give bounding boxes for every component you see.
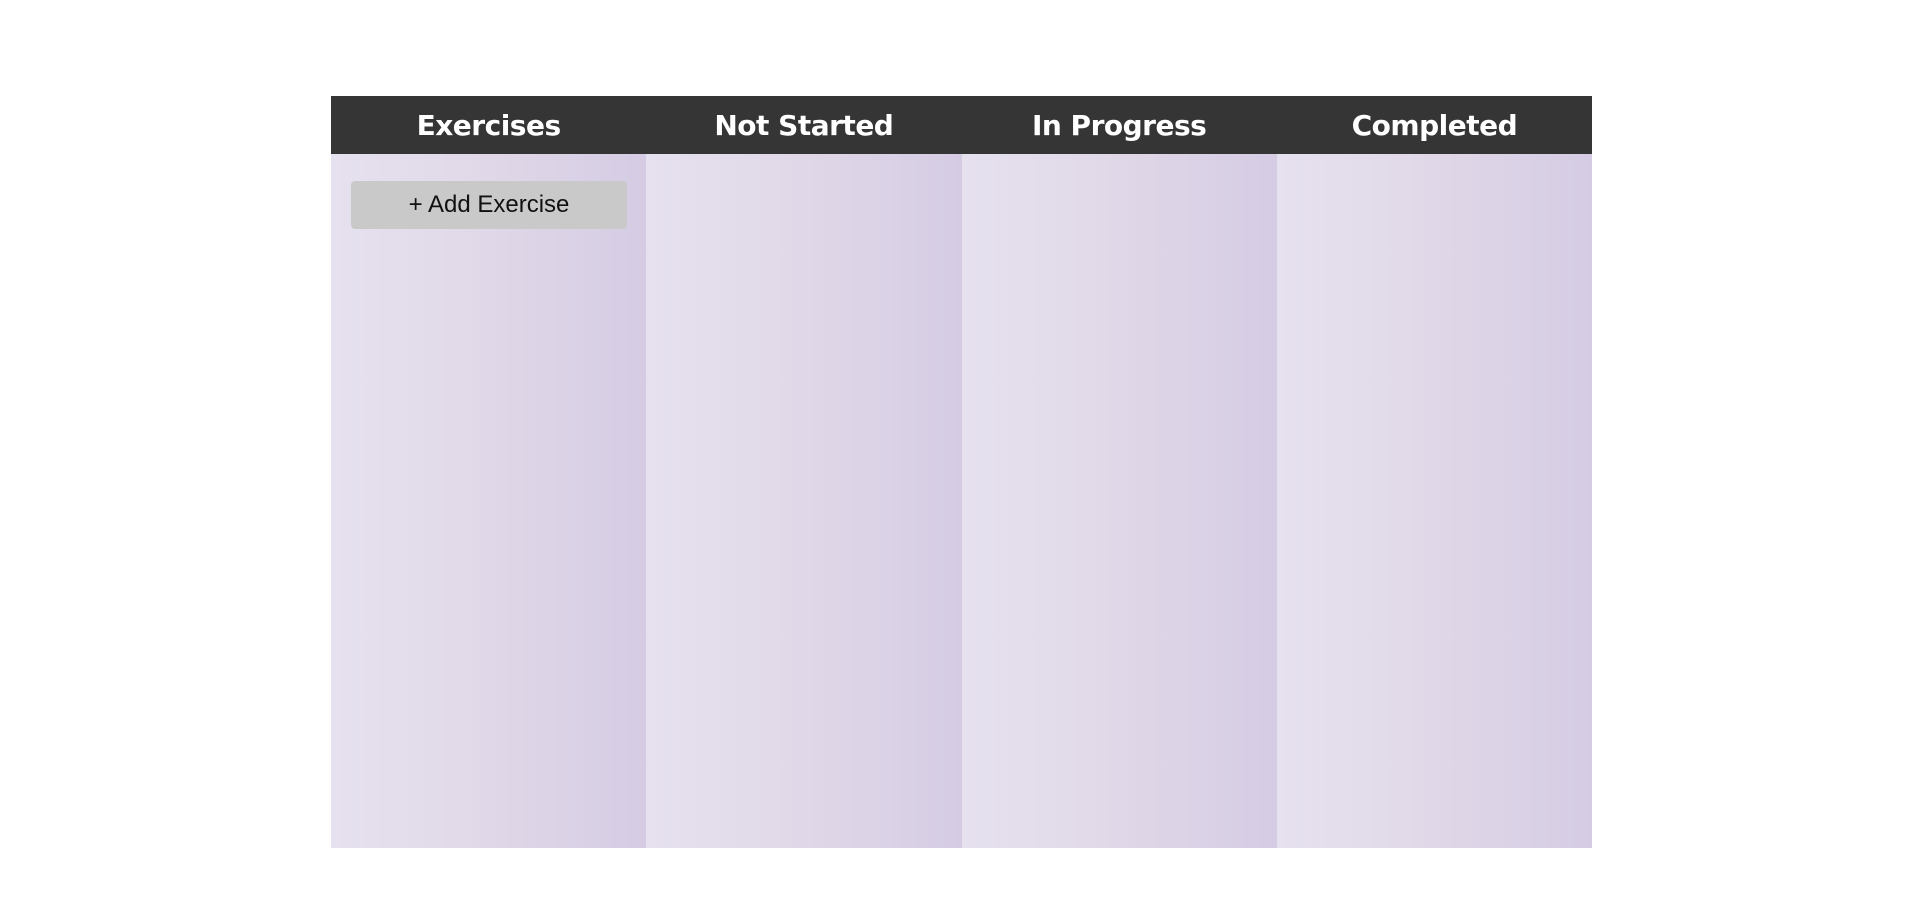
column-exercises[interactable] xyxy=(331,154,646,848)
column-not-started[interactable] xyxy=(646,154,961,848)
board-header xyxy=(331,96,1592,154)
column-header-exercises: Exercises xyxy=(416,108,561,142)
board-columns xyxy=(331,154,1592,848)
column-header-completed: Completed xyxy=(1351,108,1518,142)
column-completed[interactable] xyxy=(1277,154,1592,848)
column-header-in-progress: In Progress xyxy=(1031,108,1207,142)
column-in-progress[interactable] xyxy=(962,154,1277,848)
column-header-not-started: Not Started xyxy=(714,108,894,142)
add-exercise-button[interactable]: + Add Exercise xyxy=(351,181,627,229)
kanban-board xyxy=(331,96,1592,848)
